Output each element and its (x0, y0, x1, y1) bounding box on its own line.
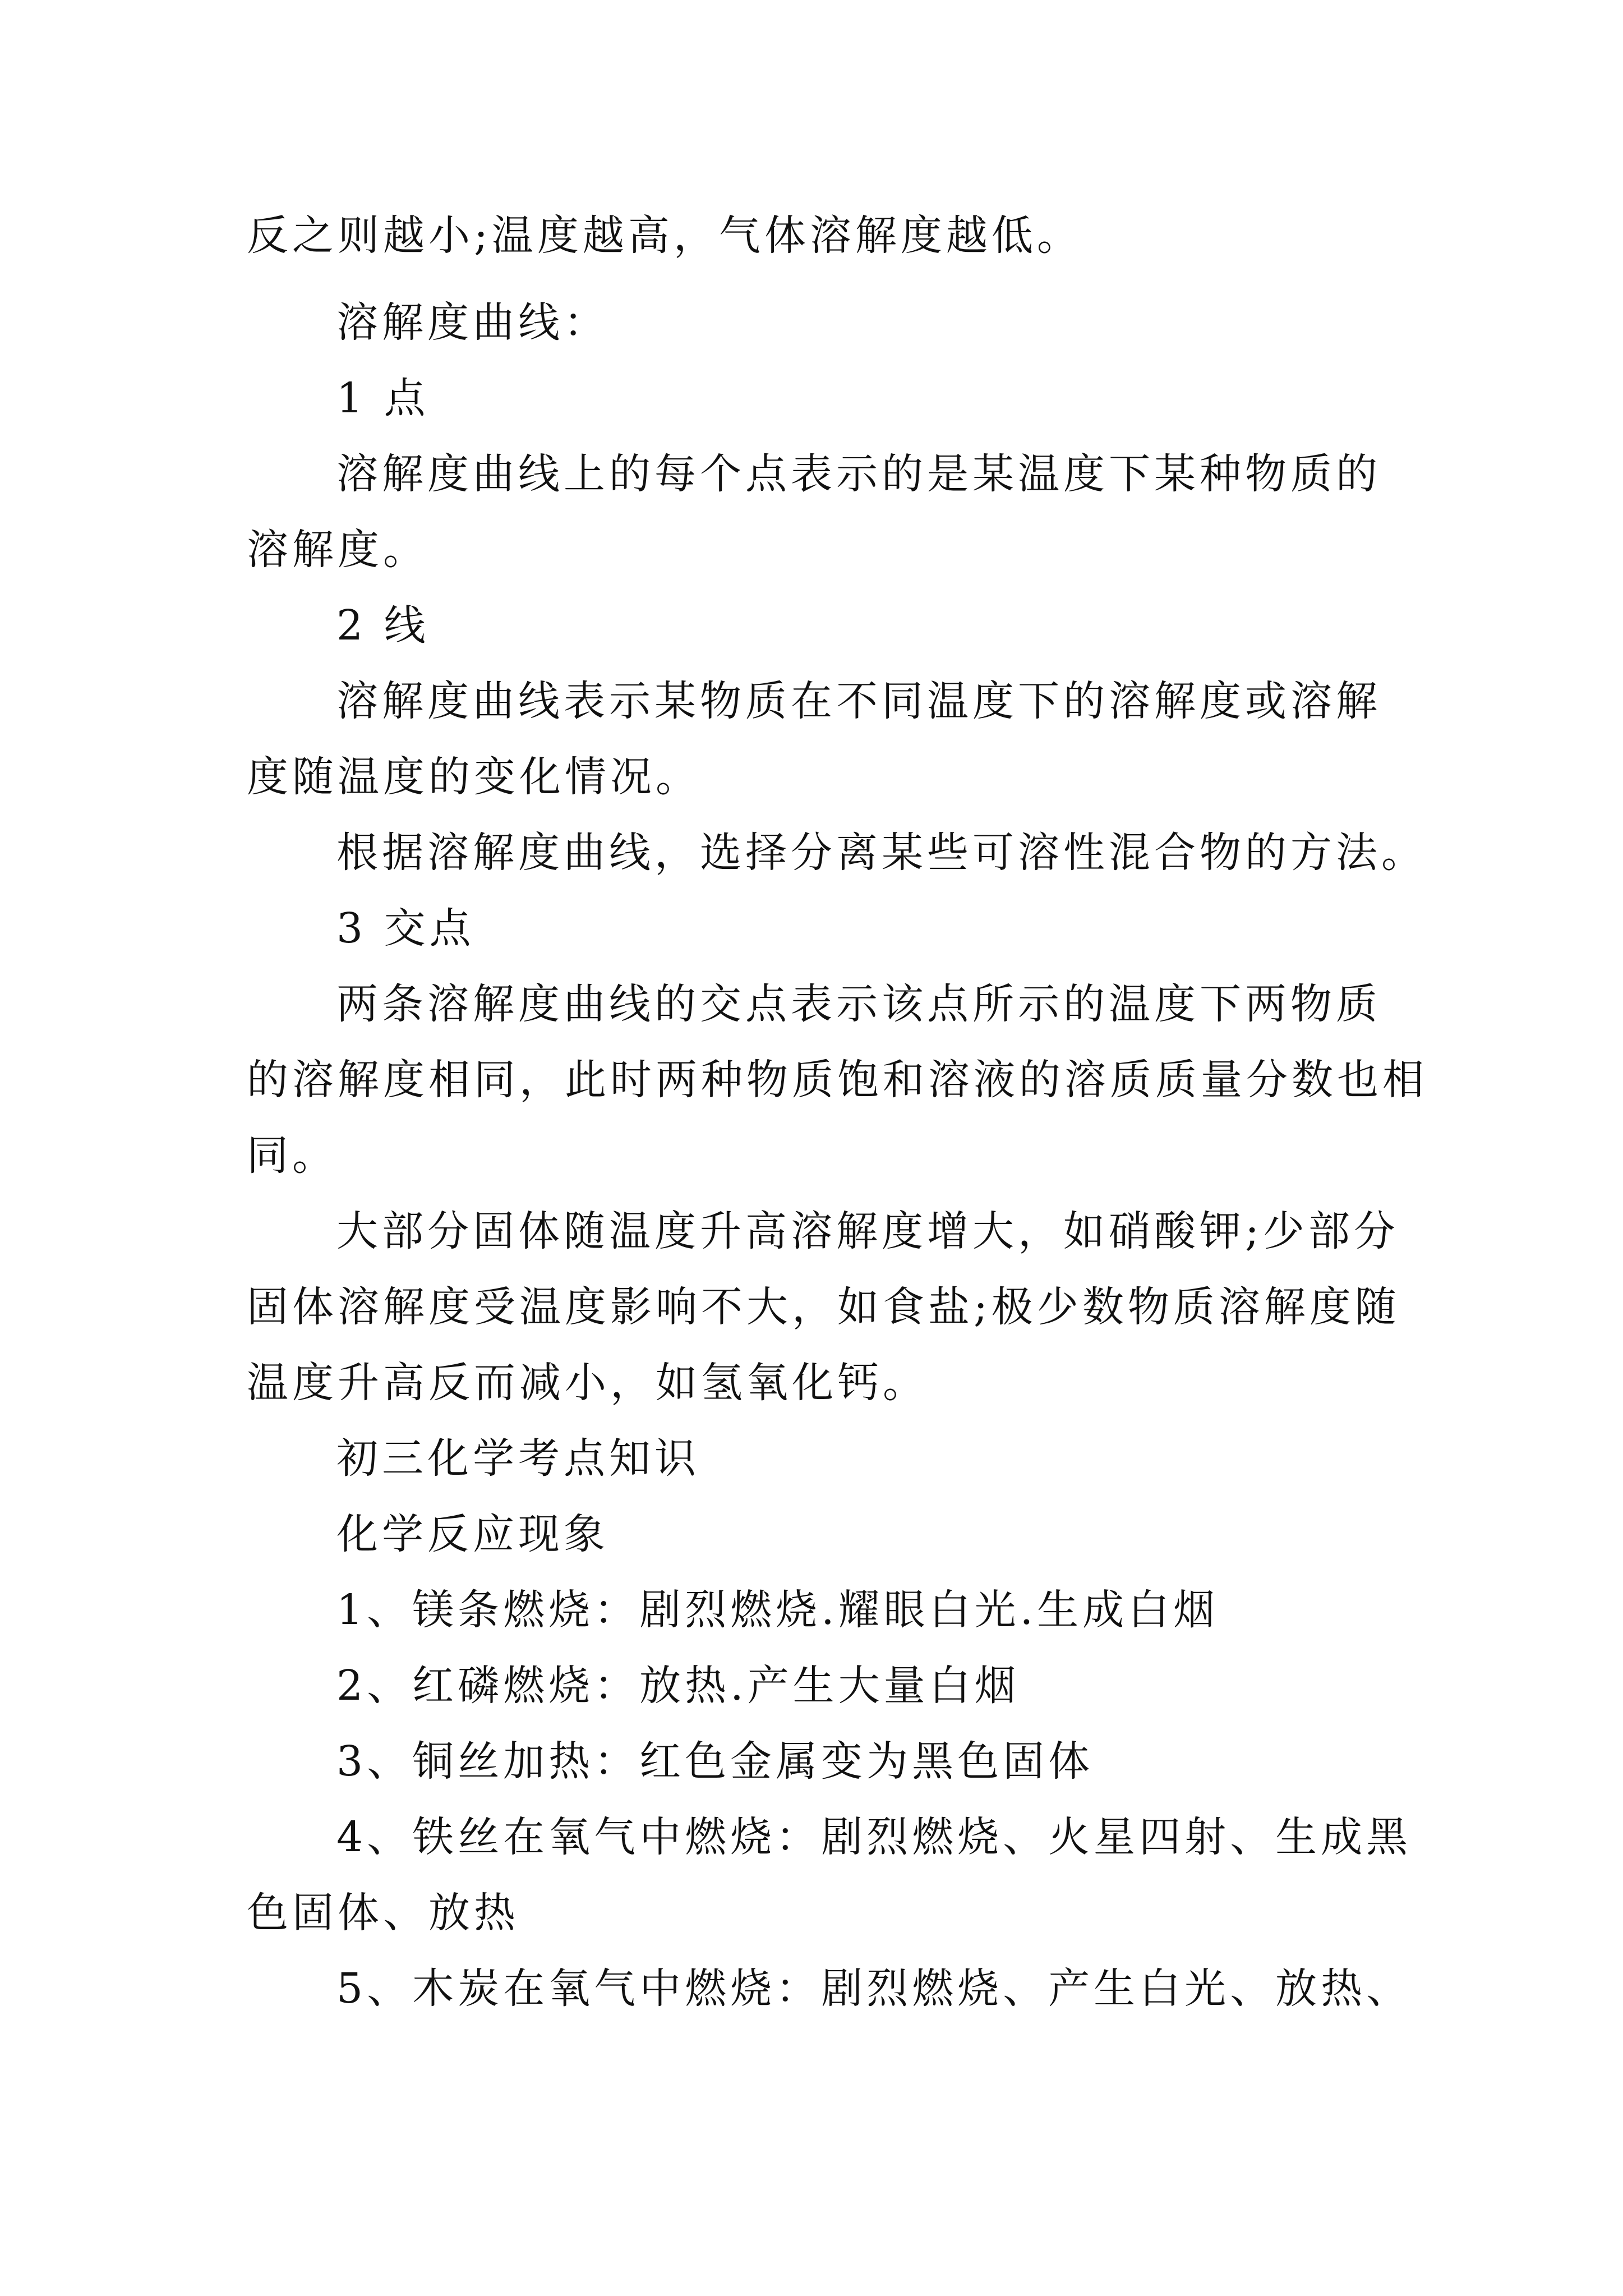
text-line: 根据溶解度曲线，选择分离某些可溶性混合物的方法。 (336, 829, 1427, 877)
section-heading: 化学反应现象 (336, 1510, 609, 1558)
subheading: 1 点 (336, 374, 430, 422)
list-item: 1、镁条燃烧：剧烈燃烧.耀眼白光.生成白烟 (336, 1586, 1219, 1634)
list-item: 5、木炭在氧气中燃烧：剧烈燃烧、产生白光、放热、 (336, 1964, 1412, 2013)
text-line: 两条溶解度曲线的交点表示该点所示的温度下两物质 (336, 980, 1381, 1028)
text-line: 同。 (247, 1131, 338, 1180)
text-line: 溶解度。 (247, 526, 428, 574)
text-line: 大部分固体随温度升高溶解度增大，如硝酸钾;少部分 (336, 1207, 1399, 1255)
section-heading: 溶解度曲线： (336, 298, 609, 347)
section-heading: 初三化学考点知识 (336, 1434, 700, 1483)
text-line: 温度升高反而减小，如氢氧化钙。 (247, 1359, 928, 1407)
text-line: 固体溶解度受温度影响不大，如食盐;极少数物质溶解度随 (247, 1283, 1400, 1331)
list-item: 3、铜丝加热：红色金属变为黑色固体 (336, 1737, 1094, 1786)
text-line: 溶解度曲线表示某物质在不同温度下的溶解度或溶解 (336, 677, 1381, 725)
text-line: 溶解度曲线上的每个点表示的是某温度下某种物质的 (336, 450, 1381, 498)
text-line: 的溶解度相同，此时两种物质饱和溶液的溶质质量分数也相 (247, 1056, 1428, 1104)
text-line: 反之则越小;温度越高，气体溶解度越低。 (247, 211, 1082, 260)
text-line: 色固体、放热 (247, 1889, 519, 1937)
list-item: 2、红磷燃烧：放热.产生大量白烟 (336, 1662, 1020, 1710)
subheading: 2 线 (336, 601, 430, 650)
subheading: 3 交点 (336, 904, 475, 953)
list-item: 4、铁丝在氧气中燃烧：剧烈燃烧、火星四射、生成黑 (336, 1813, 1412, 1861)
text-line: 度随温度的变化情况。 (247, 753, 701, 801)
